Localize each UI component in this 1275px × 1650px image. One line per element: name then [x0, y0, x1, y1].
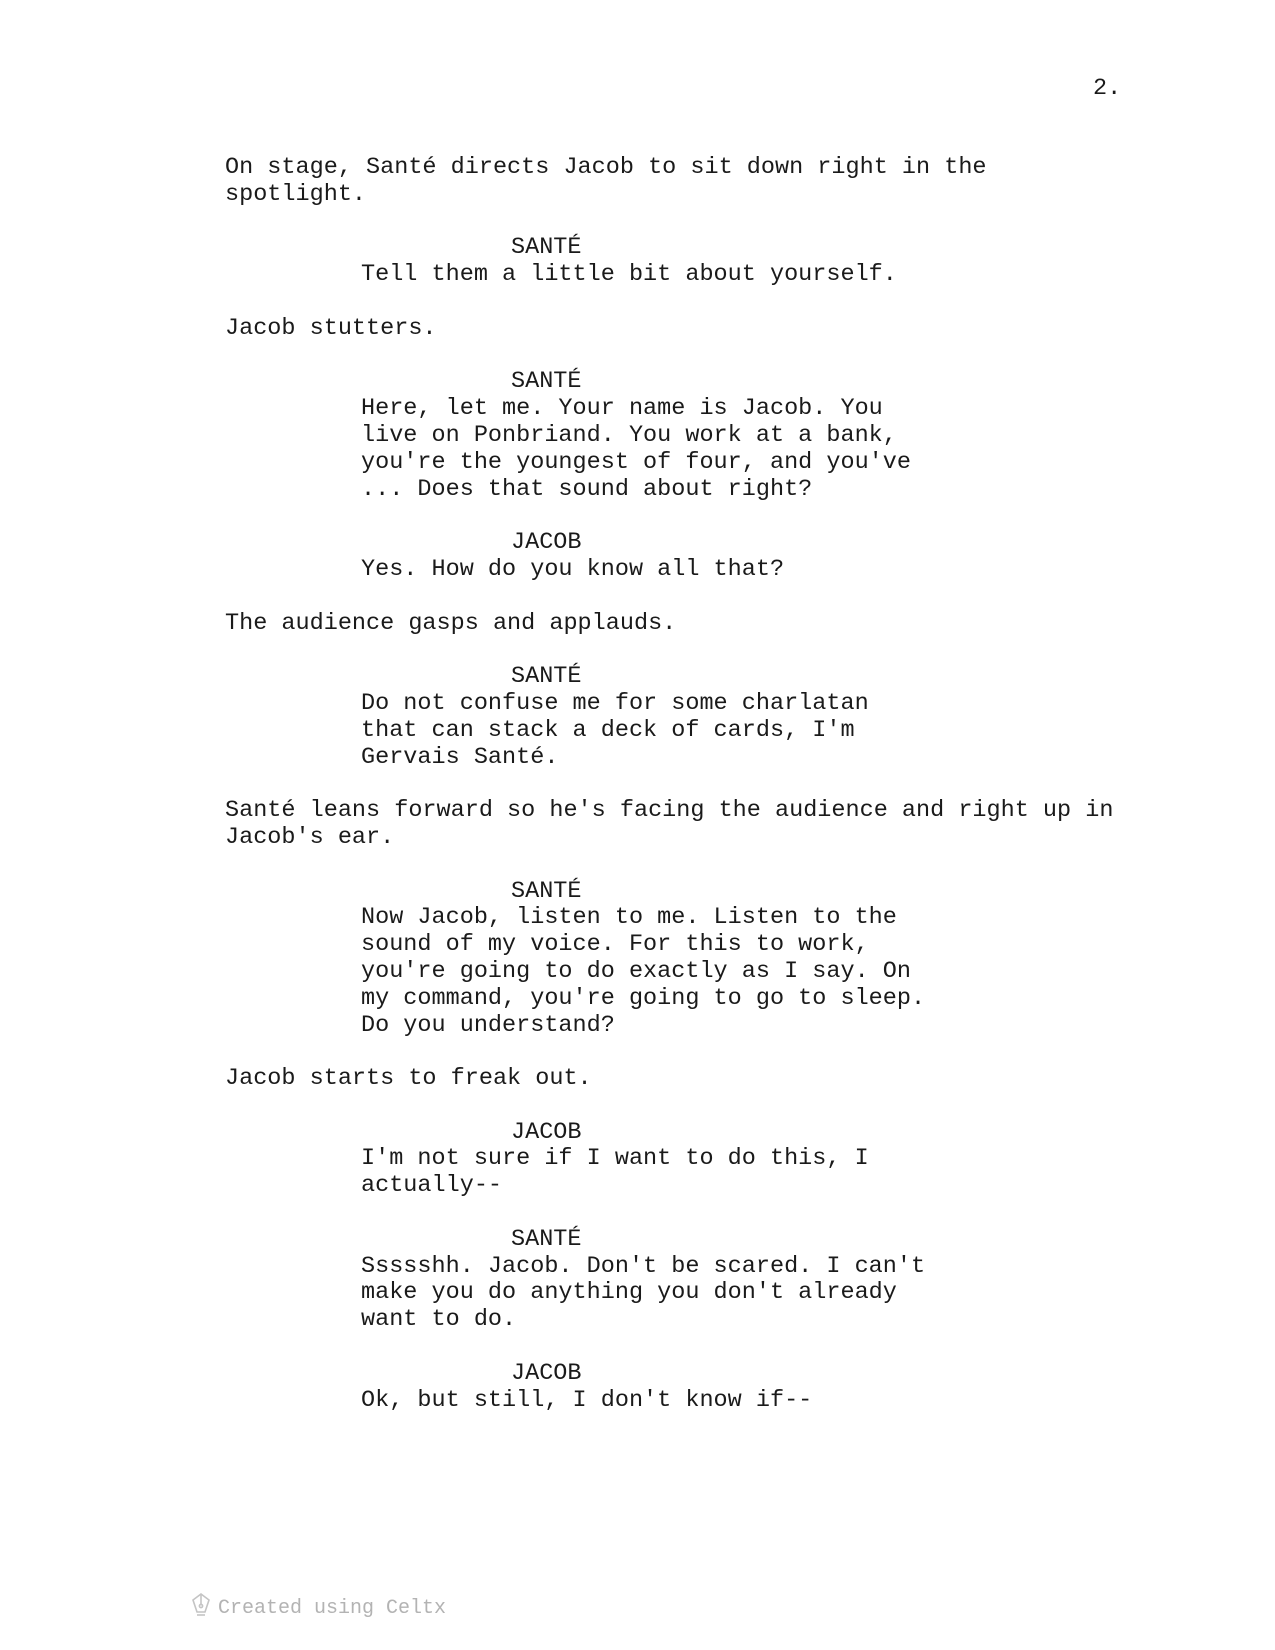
screenplay-body [225, 155, 1145, 1441]
dialogue-block [225, 1227, 1145, 1334]
action-line: The audience gasps and applauds. [225, 609, 677, 637]
dialogue-block [225, 530, 1145, 584]
celtx-footer [190, 1592, 446, 1626]
dialogue-block [225, 1361, 1145, 1415]
dialogue-block [225, 879, 1145, 1040]
dialogue-text: I'm not sure if I want to do this, I actually-- [361, 1145, 883, 1200]
dialogue-text: Tell them a little bit about yourself. [361, 261, 897, 289]
character-name: JACOB [511, 1359, 582, 1387]
footer-text: Created using Celtx [218, 1597, 447, 1620]
celtx-pen-icon [190, 1592, 218, 1626]
dialogue-text: Ok, but still, I don't know if-- [361, 1386, 813, 1414]
page-number: 2. [1093, 75, 1122, 102]
character-name: SANTÉ [511, 368, 582, 396]
dialogue-block [225, 235, 1145, 289]
character-name: SANTÉ [511, 663, 582, 691]
dialogue-text: Do not confuse me for some charlatan that can stack a deck of cards, I'm Gervais Santé. [361, 689, 883, 771]
action-line: Santé leans forward so he's facing the audience and right up in Jacob's ear. [225, 797, 1128, 851]
dialogue-text: Here, let me. Your name is Jacob. You live on Ponbriand. You work at a bank, you're the youngest of four, and you've ... Does that sound about right? [361, 395, 926, 503]
dialogue-text: Yes. How do you know all that? [361, 555, 785, 583]
character-name: SANTÉ [511, 877, 582, 905]
action-line: Jacob stutters. [225, 314, 437, 342]
dialogue-block [225, 369, 1145, 503]
action-line: On stage, Santé directs Jacob to sit down right in the spotlight. [225, 154, 1001, 208]
character-name: SANTÉ [511, 234, 582, 262]
dialogue-text: Now Jacob, listen to me. Listen to the sound of my voice. For this to work, you're going to do exactly as I say. On my command, you're going to go to sleep. Do you understand? [361, 904, 940, 1039]
character-name: JACOB [511, 529, 582, 557]
dialogue-text: Ssssshh. Jacob. Don't be scared. I can't make you do anything you don't already want to do. [361, 1252, 940, 1334]
dialogue-block [225, 1120, 1145, 1200]
action-line: Jacob starts to freak out. [225, 1065, 592, 1093]
character-name: SANTÉ [511, 1225, 582, 1253]
dialogue-block [225, 664, 1145, 771]
character-name: JACOB [511, 1118, 582, 1146]
